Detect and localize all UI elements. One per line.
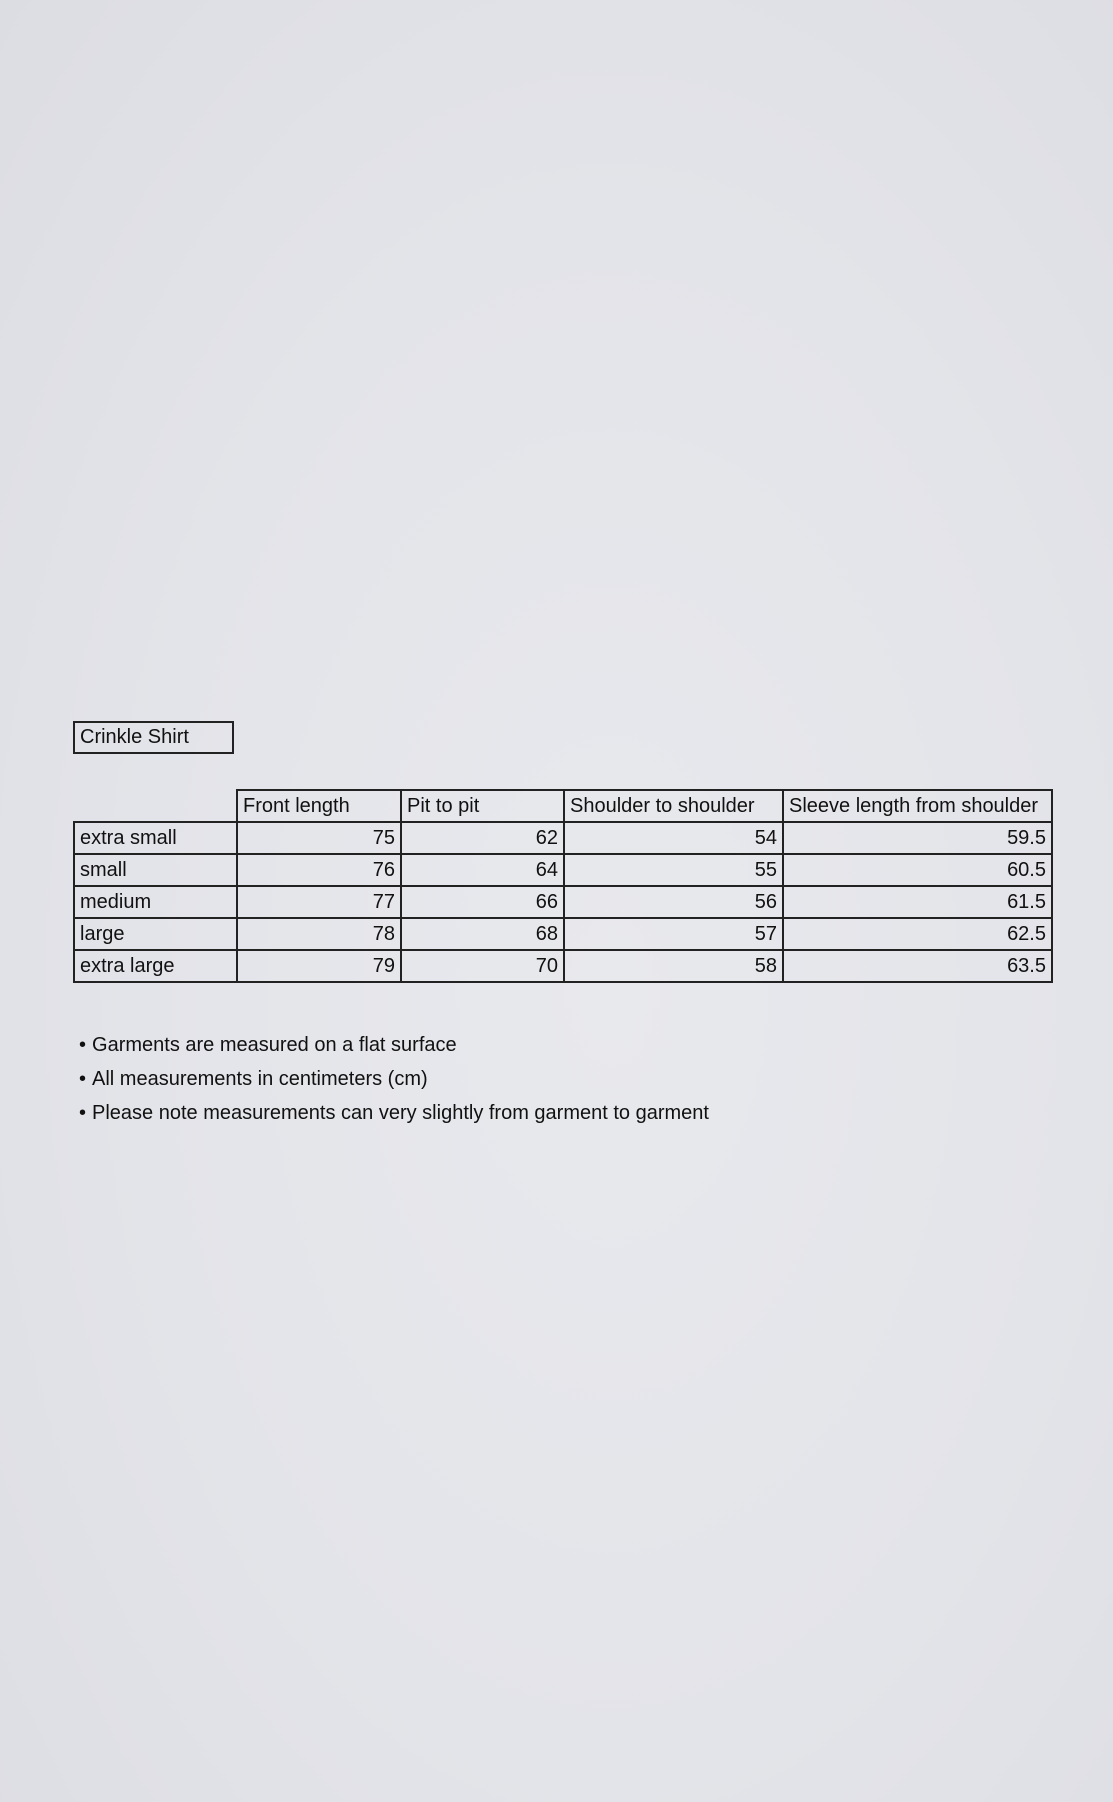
shoulder-value: 56 [564,886,783,918]
front-length-value: 77 [237,886,401,918]
size-label: medium [74,886,237,918]
pit-to-pit-value: 70 [401,950,564,982]
shoulder-value: 54 [564,822,783,854]
pit-to-pit-value: 64 [401,854,564,886]
size-label: large [74,918,237,950]
note-text: Garments are measured on a flat surface [92,1034,457,1056]
size-chart-table [73,789,1053,983]
bullet-icon: • [79,1034,87,1056]
table-row [74,950,1052,982]
corner-cell [74,790,237,822]
sleeve-length-value: 61.5 [783,886,1052,918]
pit-to-pit-value: 68 [401,918,564,950]
note-item [79,1028,709,1062]
bullet-icon: • [79,1068,87,1090]
header-front-length: Front length [237,790,401,822]
table-row [74,918,1052,950]
sleeve-length-value: 62.5 [783,918,1052,950]
note-text: Please note measurements can very slightly from garment to garment [92,1102,709,1124]
shoulder-value: 58 [564,950,783,982]
table-header-row [74,790,1052,822]
front-length-value: 75 [237,822,401,854]
product-title: Crinkle Shirt [73,721,234,754]
shoulder-value: 57 [564,918,783,950]
shoulder-value: 55 [564,854,783,886]
note-item [79,1096,709,1130]
table-row [74,822,1052,854]
note-item [79,1062,709,1096]
header-shoulder-to-shoulder: Shoulder to shoulder [564,790,783,822]
sleeve-length-value: 60.5 [783,854,1052,886]
front-length-value: 79 [237,950,401,982]
size-label: small [74,854,237,886]
front-length-value: 78 [237,918,401,950]
table-row [74,886,1052,918]
pit-to-pit-value: 66 [401,886,564,918]
front-length-value: 76 [237,854,401,886]
sleeve-length-value: 59.5 [783,822,1052,854]
measurement-notes [79,1028,709,1130]
table-row [74,854,1052,886]
bullet-icon: • [79,1102,87,1124]
header-pit-to-pit: Pit to pit [401,790,564,822]
note-text: All measurements in centimeters (cm) [92,1068,428,1090]
header-sleeve-length: Sleeve length from shoulder [783,790,1052,822]
size-label: extra small [74,822,237,854]
sleeve-length-value: 63.5 [783,950,1052,982]
pit-to-pit-value: 62 [401,822,564,854]
size-label: extra large [74,950,237,982]
